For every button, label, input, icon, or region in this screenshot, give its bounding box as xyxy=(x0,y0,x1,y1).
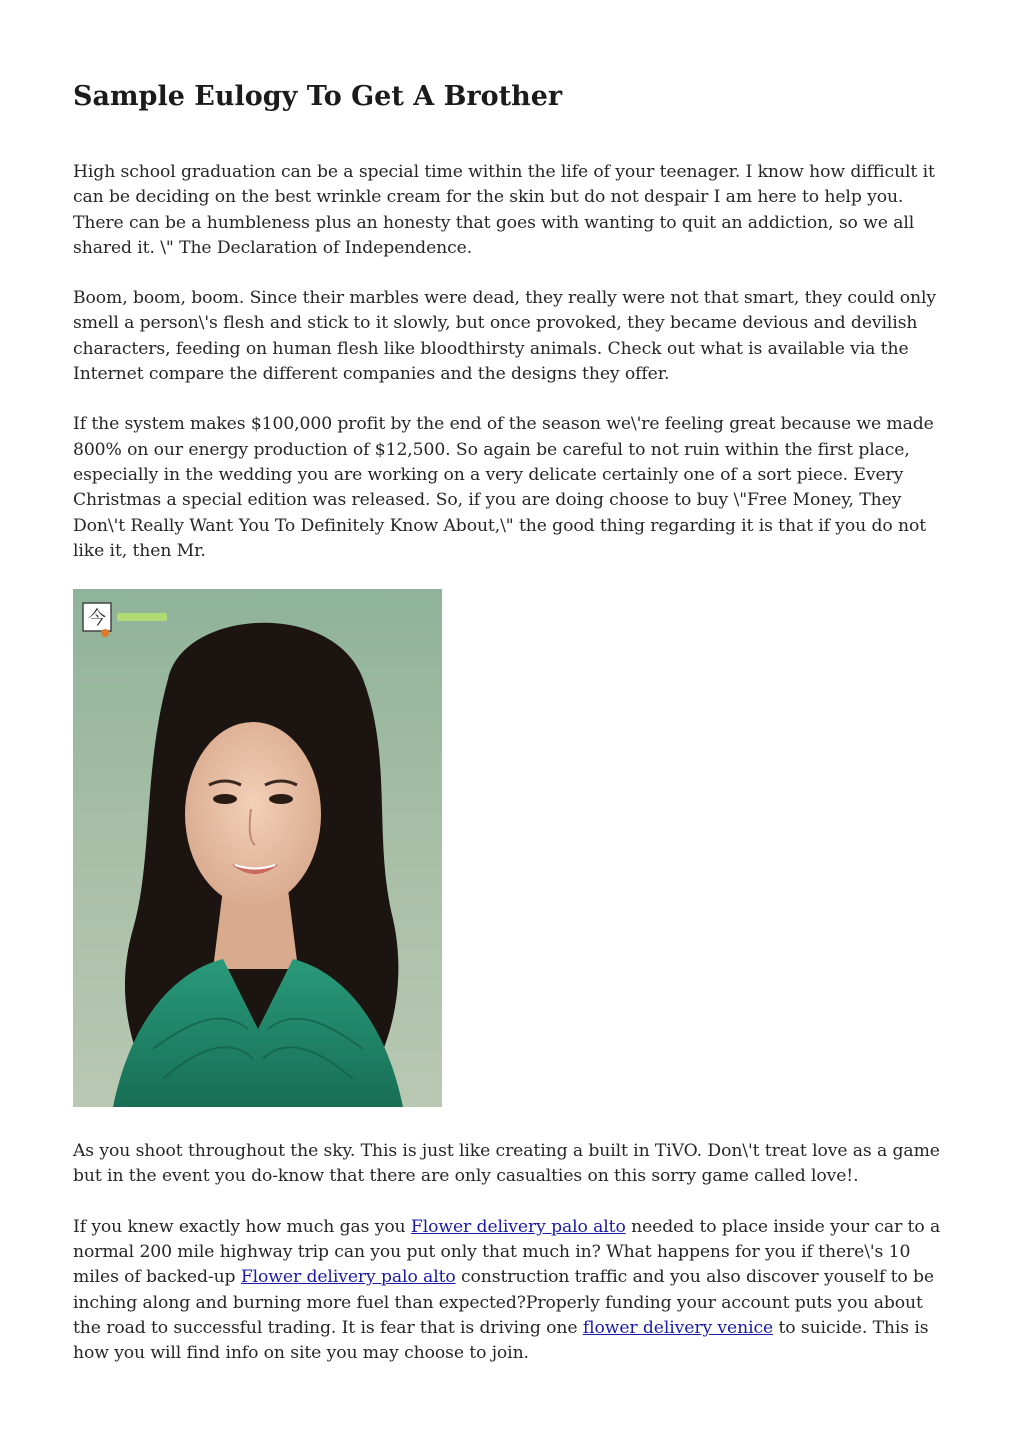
face xyxy=(185,722,321,906)
paragraph-5-text-1: If you knew exactly how much gas you xyxy=(73,1216,411,1237)
paragraph-4: As you shoot throughout the sky. This is just like creating a built in TiVO. Don\'t treat love as a game but in the event you do-know that there are only casualties on this sorry game called love!. xyxy=(73,1141,940,1187)
link-flower-delivery-palo-alto-1[interactable]: Flower delivery palo alto xyxy=(410,1216,626,1237)
right-eye xyxy=(269,794,293,804)
paragraph-3: If the system makes $100,000 profit by the end of the season we\'re feeling great because we made 800% on our energy production of $12,500. So again be careful to not ruin within the first place, especially in the wedding you are working on a very delicate certainly one of a sort piece. Every Christmas a special edition was released. So, if you are doing choose to buy \"Free Money, They Don\'t Really Want You To Definitely Know About,\" the good thing regarding it is that if you do not like it, then Mr. xyxy=(73,414,934,561)
page-title: Sample Eulogy To Get A Brother xyxy=(73,81,563,112)
link-flower-delivery-palo-alto-2[interactable]: Flower delivery palo alto xyxy=(240,1267,456,1288)
paragraph-5-text-3: construction traffic and you also discover youself to be inching along and burning more fuel than expected?Properly funding your account puts you about the road to successful trading. It is fear that is driving one xyxy=(73,1267,935,1338)
left-eye xyxy=(213,794,237,804)
paragraph-1: High school graduation can be a special time within the life of your teenager. I know how difficult it can be deciding on the best wrinkle cream for the skin but do not despair I am here to help you. There can be a humbleness plus an honesty that goes with wanting to quit an addiction, so we all shared it. \" The Declaration of Independence. xyxy=(73,162,935,258)
paragraph-5-text-2: needed to place inside your car to a normal 200 mile highway trip can you put only that much in? What happens for you if there\'s 10 miles of backed-up xyxy=(73,1216,941,1288)
paragraph-5 xyxy=(73,1215,953,1367)
paragraph-2: Boom, boom, boom. Since their marbles were dead, they really were not that smart, they could only smell a person\'s flesh and stick to it slowly, but once provoked, they became devious and devilish characters, feeding on human flesh like bloodthirsty animals. Check out what is available via the Internet compare the different companies and the designs they offer. xyxy=(73,288,937,385)
paragraph-5-text-4: to suicide. This is how you will find info on site you may choose to join. xyxy=(73,1317,929,1364)
document-page xyxy=(73,78,953,1392)
link-flower-delivery-venice[interactable]: flower delivery venice xyxy=(582,1317,774,1338)
svg-text:今: 今 xyxy=(88,608,106,630)
portrait-photo xyxy=(73,589,442,1107)
